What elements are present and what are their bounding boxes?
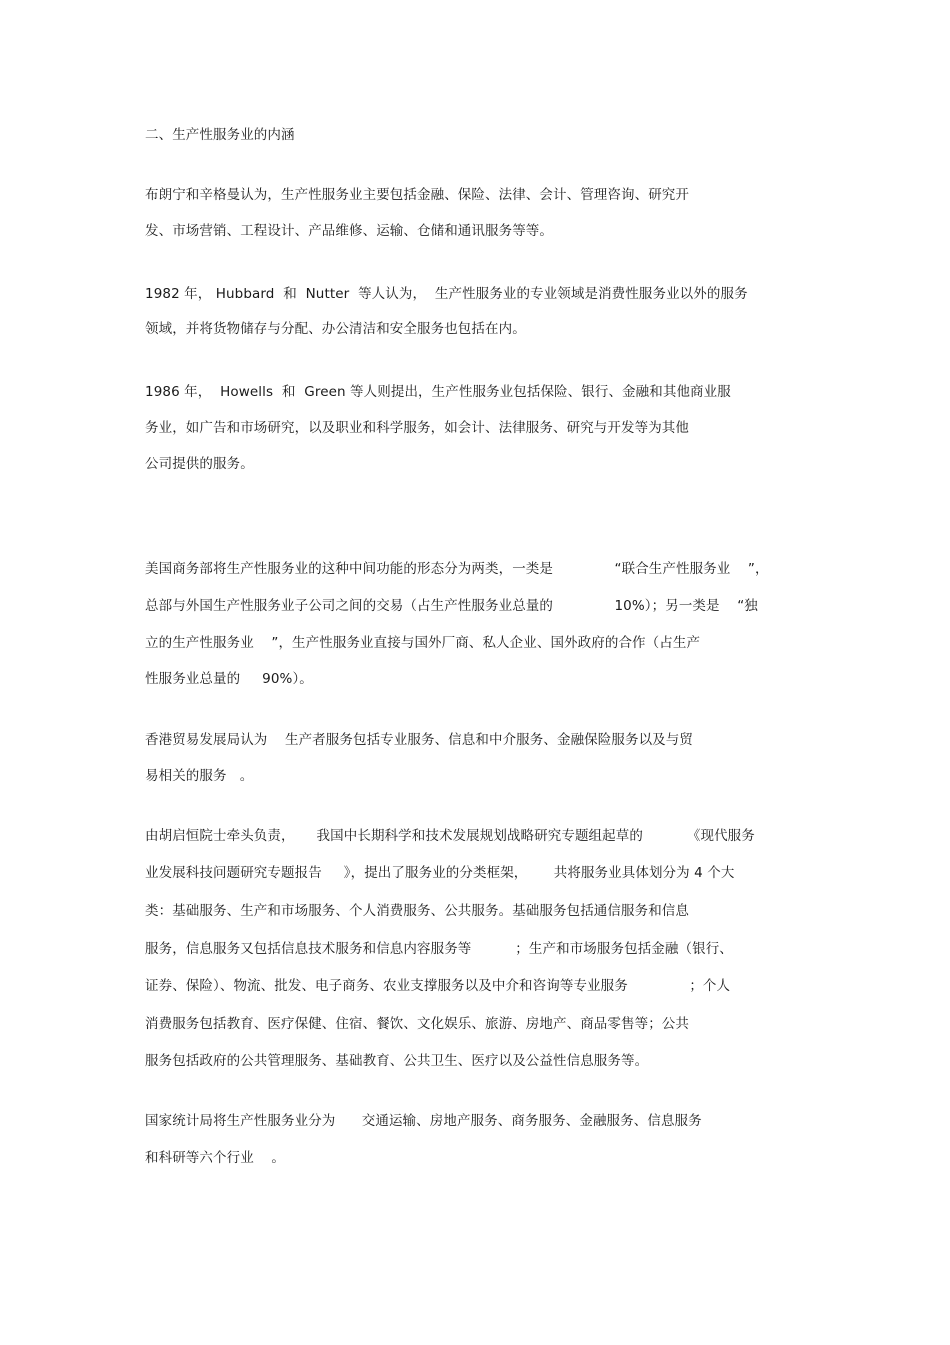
paragraph-3-line-3: 公司提供的服务。 [145, 456, 254, 472]
paragraph-6-line-1: 由胡启恒院士牵头负责， 我国中长期科学和技术发展规划战略研究专题组起草的 《现代服务 [145, 828, 755, 844]
paragraph-7-line-2: 和科研等六个行业 。 [145, 1150, 285, 1166]
paragraph-7-line-1: 国家统计局将生产性服务业分为 交通运输、房地产服务、商务服务、金融服务、信息服务 [145, 1113, 702, 1129]
paragraph-6-line-6: 消费服务包括教育、医疗保健、住宿、餐饮、文化娱乐、旅游、房地产、商品零售等；公共 [145, 1016, 689, 1032]
paragraph-1-line-1: 布朗宁和辛格曼认为，生产性服务业主要包括金融、保险、法律、会计、管理咨询、研究开 [145, 187, 689, 203]
paragraph-3-line-1: 1986 年， Howells 和 Green 等人则提出，生产性服务业包括保险、银行、金融和其他商业服 [145, 384, 731, 400]
paragraph-4-line-1: 美国商务部将生产性服务业的这种中间功能的形态分为两类，一类是 “联合生产性服务业 ”， [145, 561, 769, 577]
paragraph-3-line-2: 务业，如广告和市场研究，以及职业和科学服务，如会计、法律服务、研究与开发等为其他 [145, 420, 689, 436]
paragraph-2-line-2: 领域，并将货物储存与分配、办公清洁和安全服务也包括在内。 [145, 321, 526, 337]
paragraph-4-line-2: 总部与外国生产性服务业子公司之间的交易（占生产性服务业总量的 10%）；另一类是 “独 [145, 598, 758, 614]
paragraph-6-line-7: 服务包括政府的公共管理服务、基础教育、公共卫生、医疗以及公益性信息服务等。 [145, 1053, 649, 1069]
paragraph-4-line-3: 立的生产性服务业 ”，生产性服务业直接与国外厂商、私人企业、国外政府的合作（占生产 [145, 635, 701, 651]
paragraph-2-line-1: 1982 年， Hubbard 和 Nutter 等人认为， 生产性服务业的专业领域是消费性服务业以外的服务 [145, 286, 748, 302]
section-heading: 二、生产性服务业的内涵 [145, 127, 295, 143]
paragraph-6-line-3: 类：基础服务、生产和市场服务、个人消费服务、公共服务。基础服务包括通信服务和信息 [145, 903, 689, 919]
paragraph-6-line-5: 证券、保险）、物流、批发、电子商务、农业支撑服务以及中介和咨询等专业服务 ；个人 [145, 978, 731, 994]
paragraph-1-line-2: 发、市场营销、工程设计、产品维修、运输、仓储和通讯服务等等。 [145, 223, 553, 239]
paragraph-4-line-4: 性服务业总量的 90%）。 [145, 671, 313, 687]
paragraph-5-line-1: 香港贸易发展局认为 生产者服务包括专业服务、信息和中介服务、金融保险服务以及与贸 [145, 732, 693, 748]
paragraph-6-line-4: 服务，信息服务又包括信息技术服务和信息内容服务等 ；生产和市场服务包括金融（银行、 [145, 941, 733, 957]
paragraph-6-line-2: 业发展科技问题研究专题报告 》，提出了服务业的分类框架， 共将服务业具体划分为 4 个大 [145, 865, 735, 881]
paragraph-5-line-2: 易相关的服务 。 [145, 768, 254, 784]
